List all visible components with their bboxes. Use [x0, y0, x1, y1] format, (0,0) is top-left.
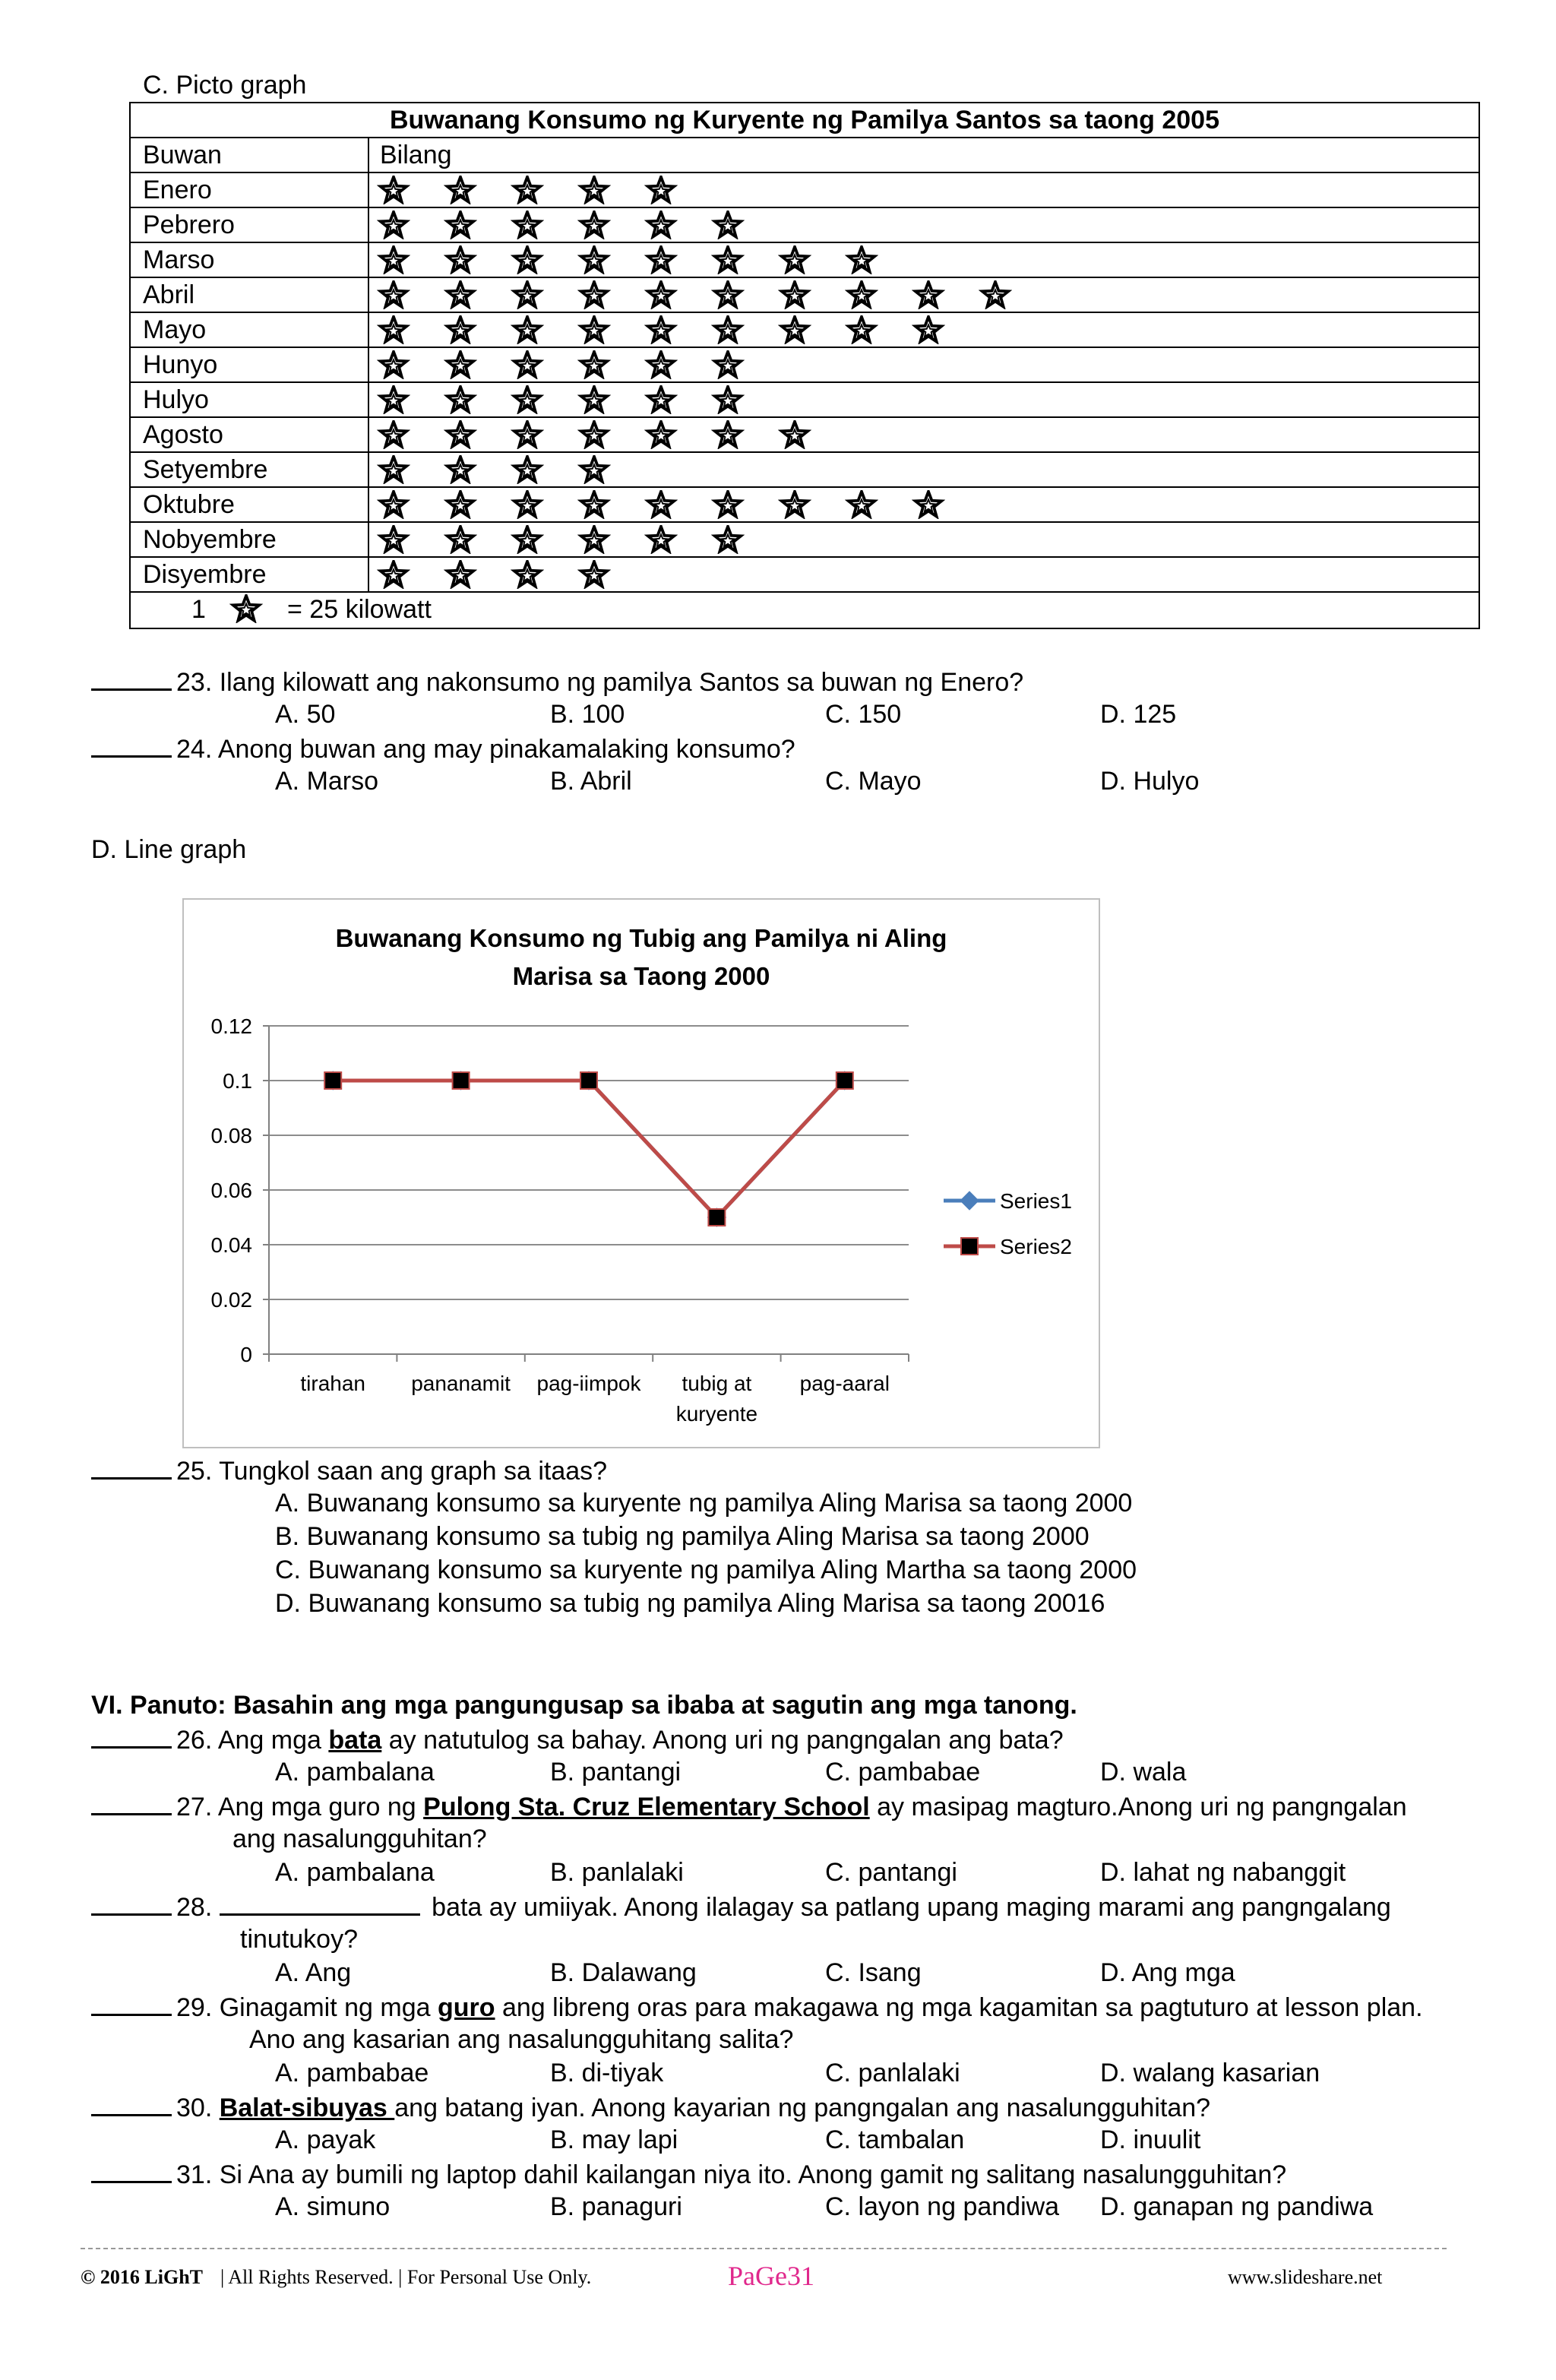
answer-blank[interactable] — [91, 666, 172, 691]
chart-title-line-1: Buwanang Konsumo ng Tubig ang Pamilya ni Aling — [335, 924, 947, 952]
q31-option-a: A. simuno — [275, 2192, 391, 2221]
q27-option-d: D. lahat ng nabanggit — [1100, 1858, 1346, 1887]
legend-label: Series2 — [1000, 1235, 1072, 1258]
question-23: 23. Ilang kilowatt ang nakonsumo ng pamilya Santos sa buwan ng Enero? — [91, 666, 1023, 698]
x-tick-label: tubig at — [682, 1372, 752, 1395]
series2-point — [708, 1209, 725, 1226]
star-icon — [511, 455, 544, 484]
question-27: 27. Ang mga guro ng Pulong Sta. Cruz Elementary School ay masipag magturo.Anong uri ng pangngalan — [91, 1790, 1407, 1822]
picto-row — [131, 521, 1479, 556]
star-icon — [444, 245, 477, 274]
picto-title: Buwanang Konsumo ng Kuryente ng Pamilya Santos sa taong 2005 — [389, 106, 1219, 135]
star-icon — [444, 315, 477, 344]
star-icon — [444, 385, 477, 414]
y-tick-label: 0.04 — [210, 1233, 252, 1257]
q31-option-c: C. layon ng pandiwa — [825, 2192, 1060, 2221]
q31-option-b: B. panaguri — [550, 2192, 682, 2221]
star-icon — [577, 455, 611, 484]
star-icon — [377, 315, 410, 344]
star-icon — [577, 385, 611, 414]
star-icon — [511, 315, 544, 344]
star-icon — [444, 350, 477, 379]
q29-option-a: A. pambabae — [275, 2059, 429, 2087]
col-count-header: Bilang — [380, 141, 452, 169]
picto-row — [131, 277, 1479, 312]
star-icon — [711, 280, 745, 309]
footer-site[interactable]: www.slideshare.net — [1228, 2266, 1383, 2288]
question-28-line-2: tinutukoy? — [240, 1925, 358, 1954]
star-icon — [577, 490, 611, 519]
question-30: 30. Balat-sibuyas ang batang iyan. Anong kayarian ng pangngalan ang nasalungguhitan? — [91, 2091, 1210, 2123]
star-icon — [577, 315, 611, 344]
star-icon — [377, 525, 410, 554]
q28-option-b: B. Dalawang — [550, 1958, 697, 1987]
star-icon — [377, 420, 410, 449]
line-chart — [184, 900, 1099, 1447]
legend-label: Series1 — [1000, 1189, 1072, 1213]
star-icon — [444, 176, 477, 204]
star-icon — [511, 385, 544, 414]
answer-blank[interactable] — [91, 1790, 172, 1815]
star-icon — [711, 385, 745, 414]
answer-blank[interactable] — [91, 1891, 172, 1916]
q30-option-d: D. inuulit — [1100, 2125, 1201, 2154]
star-icon — [778, 245, 811, 274]
q27-option-a: A. pambalana — [275, 1858, 435, 1887]
page-number: PaGe31 — [728, 2261, 814, 2291]
fill-in-blank[interactable] — [220, 1891, 420, 1916]
q31-option-d: D. ganapan ng pandiwa — [1100, 2192, 1374, 2221]
section-c-label: C. Picto graph — [143, 71, 307, 100]
line-chart-frame — [182, 898, 1100, 1448]
q30-option-b: B. may lapi — [550, 2125, 678, 2154]
star-icon — [644, 210, 678, 239]
q23-option-a: A. 50 — [275, 700, 336, 729]
q28-option-d: D. Ang mga — [1100, 1958, 1235, 1987]
q23-option-b: B. 100 — [550, 700, 625, 729]
picto-row — [131, 381, 1479, 416]
month-label: Disyembre — [143, 560, 267, 589]
legend-marker — [961, 1238, 978, 1255]
star-icon — [644, 350, 678, 379]
star-icon — [577, 350, 611, 379]
star-icon — [377, 385, 410, 414]
month-label: Hulyo — [143, 385, 209, 414]
picto-row — [131, 416, 1479, 451]
y-tick-label: 0.08 — [210, 1124, 252, 1147]
picto-row — [131, 172, 1479, 207]
star-icon — [377, 176, 410, 204]
star-icon — [444, 560, 477, 589]
q25-option-c: C. Buwanang konsumo sa kuryente ng pamilya Aling Martha sa taong 2000 — [275, 1556, 1137, 1584]
star-icon — [845, 245, 878, 274]
star-icon — [711, 350, 745, 379]
star-icon — [577, 560, 611, 589]
q30-option-a: A. payak — [275, 2125, 376, 2154]
star-icon — [511, 176, 544, 204]
q25-option-d: D. Buwanang konsumo sa tubig ng pamilya Aling Marisa sa taong 20016 — [275, 1589, 1105, 1618]
star-icon — [377, 490, 410, 519]
answer-blank[interactable] — [91, 1454, 172, 1480]
question-29: 29. Ginagamit ng mga guro ang libreng oras para makagawa ng mga kagamitan sa pagtuturo at lesson plan. — [91, 1991, 1423, 2023]
series2-point — [837, 1072, 853, 1089]
star-icon — [511, 420, 544, 449]
x-tick-label: pananamit — [411, 1372, 511, 1395]
series-line-series1 — [333, 1081, 845, 1217]
star-icon — [577, 280, 611, 309]
month-label: Marso — [143, 245, 215, 274]
legend-marker — [960, 1191, 979, 1210]
star-icon — [845, 315, 878, 344]
q27-option-c: C. pantangi — [825, 1858, 957, 1887]
star-icon — [845, 490, 878, 519]
col-month-header: Buwan — [143, 141, 222, 169]
star-icon — [377, 350, 410, 379]
q24-option-c: C. Mayo — [825, 767, 922, 796]
star-icon — [711, 245, 745, 274]
q24-option-b: B. Abril — [550, 767, 632, 796]
star-icon — [577, 420, 611, 449]
q28-option-c: C. Isang — [825, 1958, 922, 1987]
star-icon — [912, 315, 945, 344]
answer-blank[interactable] — [91, 1723, 172, 1749]
star-icon — [912, 280, 945, 309]
month-label: Agosto — [143, 420, 223, 449]
star-icon — [644, 490, 678, 519]
month-label: Enero — [143, 176, 212, 204]
month-label: Pebrero — [143, 210, 235, 239]
month-label: Setyembre — [143, 455, 268, 484]
star-icon — [979, 280, 1012, 309]
star-icon — [778, 280, 811, 309]
star-icon — [644, 280, 678, 309]
picto-row — [131, 207, 1479, 242]
picto-row — [131, 451, 1479, 486]
month-label: Hunyo — [143, 350, 218, 379]
series2-point — [324, 1072, 341, 1089]
star-icon — [778, 490, 811, 519]
series2-point — [580, 1072, 597, 1089]
star-icon — [711, 490, 745, 519]
picto-row — [131, 486, 1479, 521]
star-icon — [577, 210, 611, 239]
chart-title-line-2: Marisa sa Taong 2000 — [512, 962, 770, 990]
picto-row — [131, 556, 1479, 591]
star-icon — [644, 315, 678, 344]
star-icon — [444, 280, 477, 309]
month-label: Nobyembre — [143, 525, 277, 554]
q26-option-b: B. pantangi — [550, 1758, 682, 1787]
y-tick-label: 0 — [240, 1343, 252, 1366]
star-icon — [644, 420, 678, 449]
series-line-series2 — [333, 1081, 845, 1217]
star-icon — [711, 420, 745, 449]
picto-row — [131, 242, 1479, 277]
legend-count: 1 — [191, 595, 206, 624]
question-28: 28. bata ay umiiyak. Anong ilalagay sa patlang upang maging marami ang pangngalang — [91, 1891, 1391, 1923]
section-vi-instructions: VI. Panuto: Basahin ang mga pangungusap sa ibaba at sagutin ang mga tanong. — [91, 1691, 1077, 1720]
question-24: 24. Anong buwan ang may pinakamalaking konsumo? — [91, 733, 795, 764]
month-label: Abril — [143, 280, 195, 309]
star-icon — [711, 210, 745, 239]
picto-header-row — [131, 137, 1479, 172]
picto-legend-row — [131, 591, 1479, 631]
star-icon — [511, 350, 544, 379]
answer-blank[interactable] — [91, 733, 172, 758]
x-tick-label: kuryente — [675, 1402, 758, 1426]
star-icon — [778, 315, 811, 344]
star-icon — [377, 245, 410, 274]
answer-blank[interactable] — [91, 2091, 172, 2116]
q25-option-b: B. Buwanang konsumo sa tubig ng pamilya Aling Marisa sa taong 2000 — [275, 1522, 1090, 1551]
answer-blank[interactable] — [91, 1991, 172, 2016]
y-tick-label: 0.1 — [223, 1069, 252, 1093]
star-icon — [444, 420, 477, 449]
q29-option-c: C. panlalaki — [825, 2059, 960, 2087]
question-26: 26. Ang mga bata ay natutulog sa bahay. Anong uri ng pangngalan ang bata? — [91, 1723, 1064, 1755]
y-tick-label: 0.12 — [210, 1014, 252, 1038]
star-icon — [711, 315, 745, 344]
q25-option-a: A. Buwanang konsumo sa kuryente ng pamilya Aling Marisa sa taong 2000 — [275, 1489, 1133, 1518]
question-27-line-2: ang nasalungguhitan? — [232, 1825, 487, 1853]
star-icon — [444, 210, 477, 239]
month-label: Oktubre — [143, 490, 235, 519]
star-icon — [444, 525, 477, 554]
q24-option-d: D. Hulyo — [1100, 767, 1200, 796]
q29-option-d: D. walang kasarian — [1100, 2059, 1320, 2087]
star-icon — [577, 525, 611, 554]
star-icon — [377, 280, 410, 309]
star-icon — [511, 560, 544, 589]
x-tick-label: pag-aaral — [799, 1372, 890, 1395]
legend-value: = 25 kilowatt — [287, 595, 432, 624]
q28-option-a: A. Ang — [275, 1958, 352, 1987]
question-31: 31. Si Ana ay bumili ng laptop dahil kailangan niya ito. Anong gamit ng salitang nasalungguhitan? — [91, 2158, 1286, 2190]
footer-copyright: © 2016 LiGhT — [81, 2266, 204, 2288]
star-icon — [845, 280, 878, 309]
star-icon — [511, 490, 544, 519]
star-icon — [711, 525, 745, 554]
star-icon — [778, 420, 811, 449]
q30-option-c: C. tambalan — [825, 2125, 965, 2154]
star-icon — [511, 210, 544, 239]
q23-option-c: C. 150 — [825, 700, 902, 729]
picto-row — [131, 347, 1479, 381]
star-icon — [444, 490, 477, 519]
q23-option-d: D. 125 — [1100, 700, 1177, 729]
star-icon — [377, 560, 410, 589]
star-icon — [644, 245, 678, 274]
pictograph-table — [129, 102, 1480, 629]
star-icon — [511, 245, 544, 274]
star-icon — [377, 455, 410, 484]
q24-option-a: A. Marso — [275, 767, 379, 796]
x-tick-label: tirahan — [300, 1372, 366, 1395]
footer-rights: | All Rights Reserved. | For Personal Use Only. — [220, 2266, 592, 2288]
series2-point — [453, 1072, 470, 1089]
star-icon — [577, 245, 611, 274]
question-25: 25. Tungkol saan ang graph sa itaas? — [91, 1454, 607, 1486]
picto-row — [131, 312, 1479, 347]
q26-option-c: C. pambabae — [825, 1758, 981, 1787]
star-icon — [644, 525, 678, 554]
star-icon — [511, 280, 544, 309]
star-icon — [644, 176, 678, 204]
y-tick-label: 0.02 — [210, 1288, 252, 1312]
star-icon — [912, 490, 945, 519]
question-29-line-2: Ano ang kasarian ang nasalungguhitang salita? — [249, 2025, 794, 2054]
q27-option-b: B. panlalaki — [550, 1858, 684, 1887]
answer-blank[interactable] — [91, 2158, 172, 2183]
star-icon — [644, 385, 678, 414]
month-label: Mayo — [143, 315, 207, 344]
star-icon — [511, 525, 544, 554]
q29-option-b: B. di-tiyak — [550, 2059, 664, 2087]
section-d-label: D. Line graph — [91, 835, 247, 864]
y-tick-label: 0.06 — [210, 1179, 252, 1202]
star-icon — [577, 176, 611, 204]
x-tick-label: pag-iimpok — [536, 1372, 641, 1395]
q26-option-a: A. pambalana — [275, 1758, 435, 1787]
star-icon — [377, 210, 410, 239]
star-icon — [444, 455, 477, 484]
footer-divider — [81, 2248, 1447, 2249]
star-icon — [229, 594, 263, 623]
q26-option-d: D. wala — [1100, 1758, 1187, 1787]
